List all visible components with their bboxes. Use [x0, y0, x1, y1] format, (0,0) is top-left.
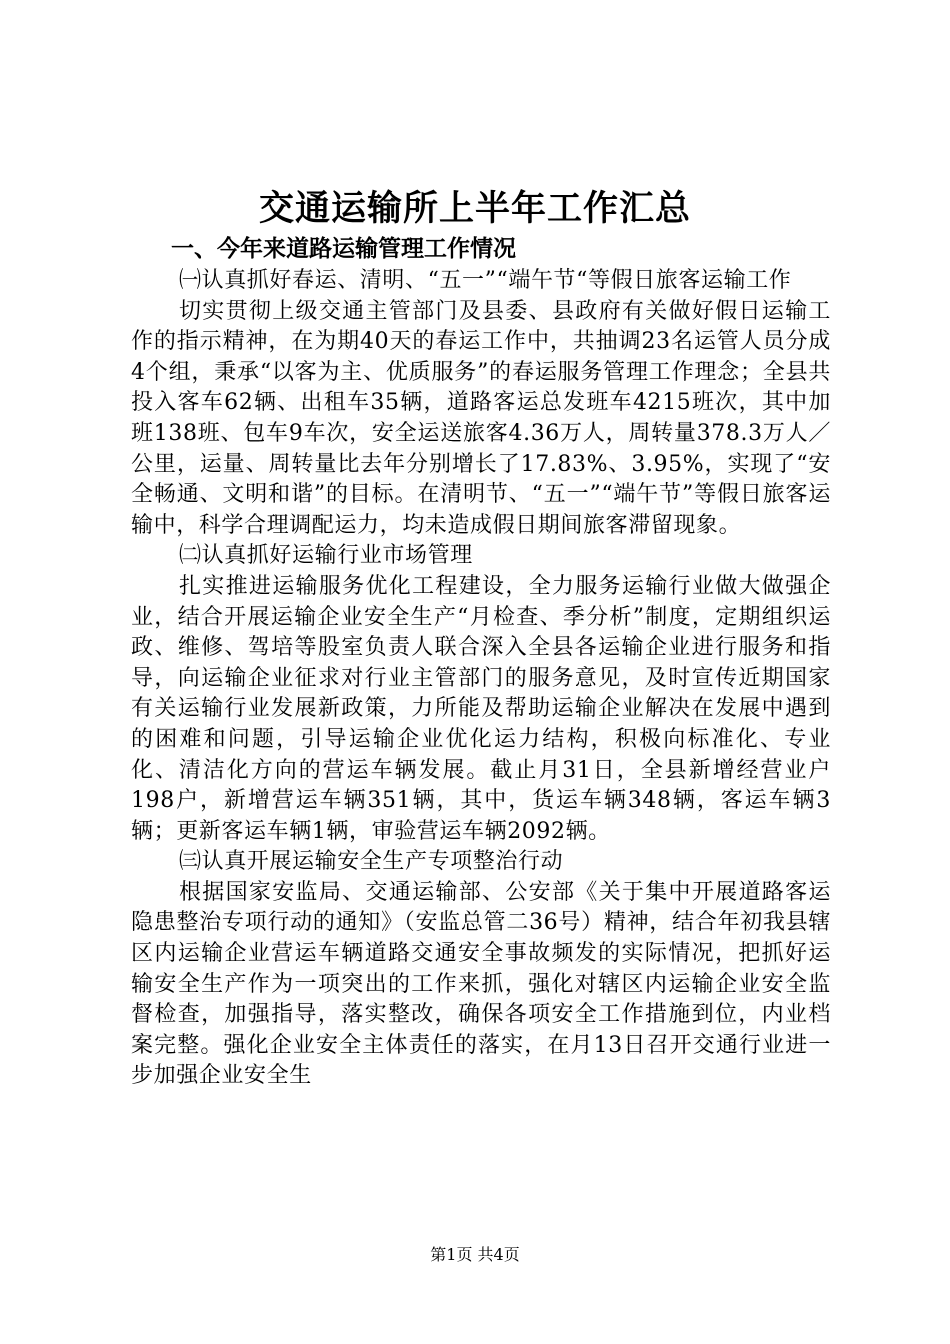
document-body — [131, 232, 831, 1092]
document-title: 交通运输所上半年工作汇总 — [258, 189, 691, 229]
subsection-title-2: ㈡认真抓好运输行业市场管理 — [179, 543, 473, 569]
paragraph-3: 根据国家安监局、交通运输部、公安部《关于集中开展道路客运隐患整治专项行动的通知》（安监总管二36号）精神，结合年初我县辖区内运输企业营运车辆道路交通安全事故频发的实际情况，把抓好运输安全生产作为一项突出的工作来抓，强化对辖区内运输企业安全监督检查，加强指导，落实整改，确保各项安全工作措施到位，内业档案完整。强化企业安全主体责任的落实，在月13日召开交通行业进一步加强企业安全生 — [131, 879, 831, 1089]
subsection-title-1: ㈠认真抓好春运、清明、“五一”“端午节“等假日旅客运输工作 — [179, 268, 792, 293]
page-number: 第1页 共4页 — [430, 1245, 520, 1264]
paragraph-1: 切实贯彻上级交通主管部门及县委、县政府有关做好假日运输工作的指示精神，在为期40天的春运工作中，共抽调23名运管人员分成4个组，秉承“以客为主、优质服务”的春运服务管理工作理念；全县共投入客车62辆、出租车35辆，道路客运总发班车4215班次，其中加班138班、包车9车次，安全运送旅客4.36万人，周转量378.3万人／公里，运量、周转量比去年分别增长了17.83%、3.95%，实现了“安全畅通、文明和谐”的目标。在清明节、“五一”“端午节”等假日旅客运输中，科学合理调配运力，均未造成假日期间旅客滞留现象。 — [131, 298, 831, 538]
paragraph-2: 扎实推进运输服务优化工程建设，全力服务运输行业做大做强企业，结合开展运输企业安全生产“月检查、季分析”制度，定期组织运政、维修、驾培等股室负责人联合深入全县各运输企业进行服务和指导，向运输企业征求对行业主管部门的服务意见，及时宣传近期国家有关运输行业发展新政策，力所能及帮助运输企业解决在发展中遇到的困难和问题，引导运输企业优化运力结构，积极向标准化、专业化、清洁化方向的营运车辆发展。截止月31日，全县新增经营业户198户，新增营运车辆351辆，其中，货运车辆348辆，客运车辆3辆；更新客运车辆1辆，审验营运车辆2092辆。 — [131, 573, 831, 844]
subsection-title-3: ㈢认真开展运输安全生产专项整治行动 — [179, 849, 564, 875]
section-heading: 一、今年来道路运输管理工作情况 — [171, 236, 516, 262]
